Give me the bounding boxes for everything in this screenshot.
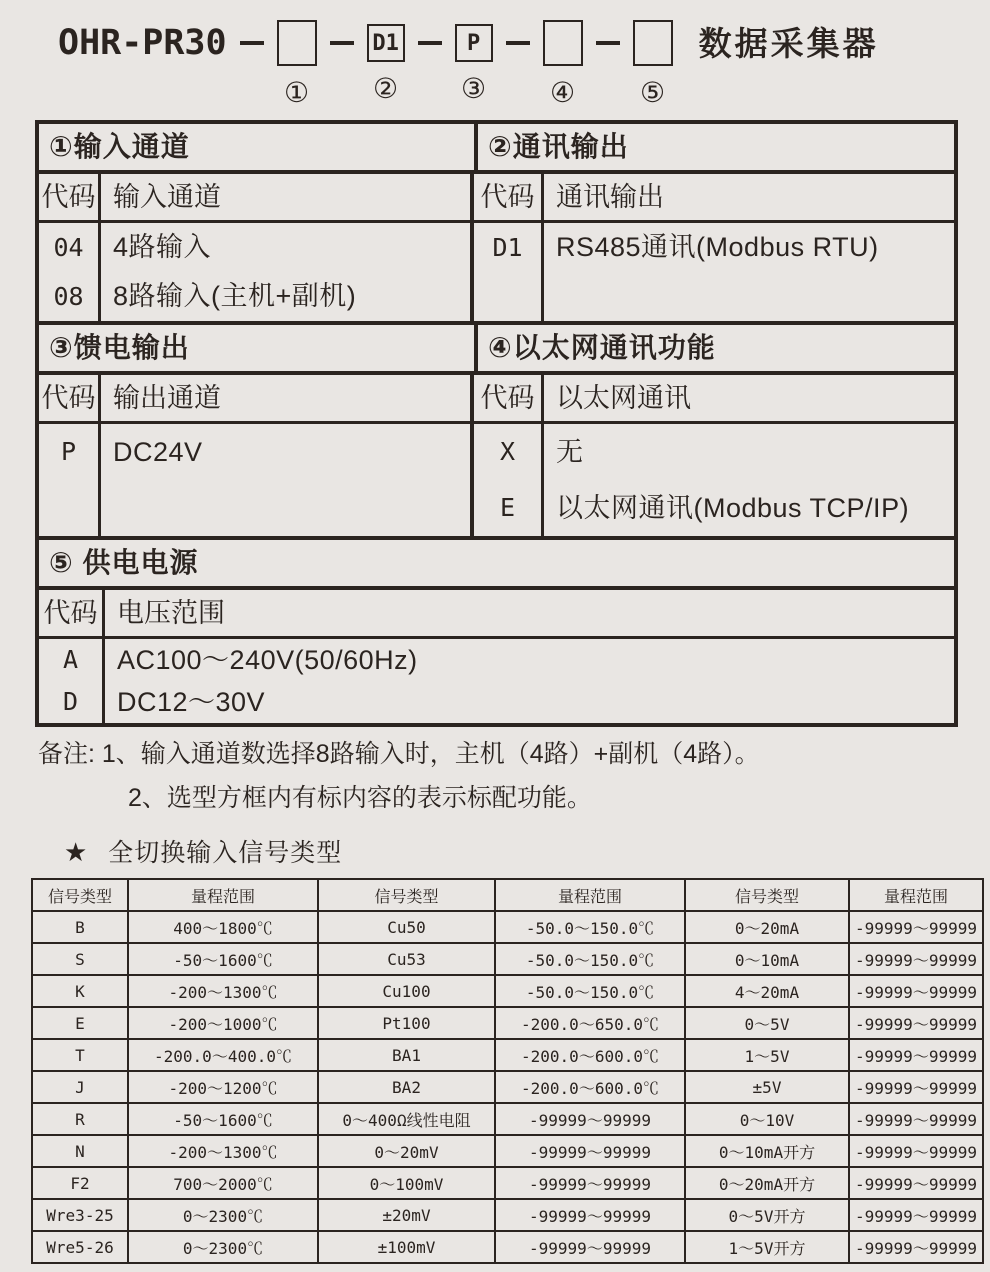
table-cell: ±100mV <box>318 1231 495 1263</box>
header-row <box>39 375 954 424</box>
desc-value: RS485通讯(Modbus RTU) <box>556 232 879 262</box>
signal-section-title: 全切换输入信号类型 <box>108 839 343 867</box>
header-row <box>39 174 954 223</box>
code-column <box>39 223 101 321</box>
table-row <box>32 943 983 975</box>
header-row <box>39 590 954 639</box>
option-box-2: D1 <box>367 24 405 62</box>
table-cell: 4～20mA <box>685 975 849 1007</box>
table-cell: BA1 <box>318 1039 495 1071</box>
option-box-3: P <box>455 24 493 62</box>
table-cell: 0～5V <box>685 1007 849 1039</box>
table-cell: -200.0～400.0℃ <box>128 1039 318 1071</box>
desc-column <box>101 223 474 321</box>
table-cell: ±20mV <box>318 1199 495 1231</box>
table-header-cell: 信号类型 <box>685 879 849 911</box>
code-column <box>39 424 101 536</box>
note-text-1: 1、输入通道数选择8路输入时，主机（4路）+副机（4路）。 <box>101 740 760 768</box>
desc-header: 输出通道 <box>101 375 474 421</box>
table-cell: -99999～99999 <box>849 1103 983 1135</box>
signal-section-heading <box>64 837 990 868</box>
table-cell: -99999～99999 <box>849 1135 983 1167</box>
desc-column <box>105 639 954 723</box>
table-header-cell: 量程范围 <box>849 879 983 911</box>
code-value: D <box>62 687 79 716</box>
table-header-cell: 量程范围 <box>495 879 685 911</box>
table-header-cell: 信号类型 <box>32 879 128 911</box>
table-row <box>32 1071 983 1103</box>
circle-number-4: ④ <box>550 76 576 109</box>
model-number: OHR-PR30 <box>58 23 227 63</box>
desc-header: 通讯输出 <box>556 182 664 212</box>
table-cell: R <box>32 1103 128 1135</box>
option-box-4 <box>543 20 583 66</box>
table-cell: -99999～99999 <box>849 975 983 1007</box>
option-box-group-5 <box>633 20 673 108</box>
table-cell: Pt100 <box>318 1007 495 1039</box>
option-box-group-2 <box>367 20 405 104</box>
body-row <box>39 424 954 536</box>
table-cell: -200.0～600.0℃ <box>495 1071 685 1103</box>
table-cell: 0～400Ω线性电阻 <box>318 1103 495 1135</box>
dash-separator <box>240 41 264 45</box>
table-cell: -99999～99999 <box>495 1103 685 1135</box>
star-icon: ★ <box>64 837 89 867</box>
desc-value: 以太网通讯(Modbus TCP/IP) <box>556 493 910 523</box>
desc-header: 输入通道 <box>101 174 474 220</box>
table-cell: S <box>32 943 128 975</box>
circle-number-1: ① <box>284 76 310 109</box>
desc-header: 以太网通讯 <box>556 383 691 413</box>
table-cell: -200～1200℃ <box>128 1071 318 1103</box>
table-cell: 700～2000℃ <box>128 1167 318 1199</box>
code-value: D1 <box>492 233 523 262</box>
model-code-line <box>58 20 990 108</box>
table-cell: K <box>32 975 128 1007</box>
table-cell: Cu100 <box>318 975 495 1007</box>
table-cell: 0～100mV <box>318 1167 495 1199</box>
table-cell: -50.0～150.0℃ <box>495 943 685 975</box>
table-cell: -99999～99999 <box>849 1039 983 1071</box>
table-cell: -99999～99999 <box>495 1135 685 1167</box>
signal-table <box>31 878 984 1264</box>
code-value: 04 <box>53 233 84 262</box>
body-row <box>39 639 954 723</box>
code-value: 08 <box>53 282 84 311</box>
table-cell: -99999～99999 <box>495 1199 685 1231</box>
table-row <box>32 1135 983 1167</box>
table-title-ethernet: ④以太网通讯功能 <box>488 332 716 363</box>
table-title-feed-output: ③馈电输出 <box>39 325 478 371</box>
table-cell: 0～20mV <box>318 1135 495 1167</box>
table-row <box>32 1231 983 1263</box>
code-header: 代码 <box>39 590 105 636</box>
table-cell: Wre3-25 <box>32 1199 128 1231</box>
table-cell: E <box>32 1007 128 1039</box>
note-line-1 <box>38 737 990 771</box>
desc-column <box>101 424 474 536</box>
table-cell: -99999～99999 <box>849 1071 983 1103</box>
body-row <box>39 223 954 321</box>
table-cell: 0～2300℃ <box>128 1231 318 1263</box>
table-cell: -200～1300℃ <box>128 1135 318 1167</box>
option-box-5 <box>633 20 673 66</box>
model-code-header <box>0 0 990 108</box>
note-line-2 <box>38 781 990 815</box>
table-cell: -99999～99999 <box>849 1007 983 1039</box>
table-cell: Wre5-26 <box>32 1231 128 1263</box>
table-cell: -50.0～150.0℃ <box>495 911 685 943</box>
code-value: E <box>499 493 516 522</box>
table-cell: -200～1300℃ <box>128 975 318 1007</box>
table-cell: 1～5V <box>685 1039 849 1071</box>
desc-column <box>544 223 954 321</box>
desc-value: 8路输入(主机+副机) <box>113 281 357 311</box>
table-cell: BA2 <box>318 1071 495 1103</box>
table-cell: 0～20mA开方 <box>685 1167 849 1199</box>
table-row <box>32 911 983 943</box>
code-header: 代码 <box>474 174 544 220</box>
table-cell: -99999～99999 <box>849 911 983 943</box>
signal-table-head <box>32 879 983 911</box>
dash-separator <box>330 41 354 45</box>
code-column <box>474 223 544 321</box>
desc-column <box>544 424 954 536</box>
code-value: X <box>499 437 516 466</box>
table-row <box>32 1103 983 1135</box>
dash-separator <box>596 41 620 45</box>
table-cell: -50～1600℃ <box>128 943 318 975</box>
desc-value: DC24V <box>113 437 203 467</box>
notes <box>38 737 990 815</box>
table-cell: -99999～99999 <box>849 1167 983 1199</box>
desc-header: 电压范围 <box>117 598 225 628</box>
table-cell: 0～10mA <box>685 943 849 975</box>
section-title-row <box>39 325 954 375</box>
section-feed-and-ethernet <box>39 321 954 536</box>
option-box-group-4 <box>543 20 583 108</box>
option-box-group-1 <box>277 20 317 108</box>
circle-number-3: ③ <box>461 72 487 105</box>
table-cell: F2 <box>32 1167 128 1199</box>
code-header: 代码 <box>474 375 544 421</box>
desc-value: 4路输入 <box>113 232 212 262</box>
table-title-input-channel: ①输入通道 <box>39 124 478 170</box>
table-cell: B <box>32 911 128 943</box>
table-cell: -200.0～650.0℃ <box>495 1007 685 1039</box>
circle-number-2: ② <box>373 72 399 105</box>
table-cell: 0～10mA开方 <box>685 1135 849 1167</box>
table-cell: -99999～99999 <box>849 943 983 975</box>
code-value: P <box>60 437 77 466</box>
table-cell: -200.0～600.0℃ <box>495 1039 685 1071</box>
table-cell: -99999～99999 <box>495 1167 685 1199</box>
table-row <box>32 1007 983 1039</box>
desc-value: DC12～30V <box>117 687 266 717</box>
selection-tables-block <box>35 120 958 727</box>
table-row <box>32 1167 983 1199</box>
table-cell: ±5V <box>685 1071 849 1103</box>
code-header: 代码 <box>39 375 101 421</box>
table-cell: T <box>32 1039 128 1071</box>
code-column <box>39 639 105 723</box>
table-title-comm-output: ②通讯输出 <box>488 131 629 162</box>
table-title-power-supply: ⑤ 供电电源 <box>39 540 954 590</box>
option-box-1 <box>277 20 317 66</box>
table-cell: Cu50 <box>318 911 495 943</box>
dash-separator <box>418 41 442 45</box>
table-cell: 400～1800℃ <box>128 911 318 943</box>
circle-number-5: ⑤ <box>640 76 666 109</box>
code-value: A <box>62 645 79 674</box>
table-cell: 0～2300℃ <box>128 1199 318 1231</box>
table-header-cell: 量程范围 <box>128 879 318 911</box>
code-column <box>474 424 544 536</box>
table-cell: -200～1000℃ <box>128 1007 318 1039</box>
table-row <box>32 975 983 1007</box>
table-cell: 0～20mA <box>685 911 849 943</box>
table-row <box>32 1039 983 1071</box>
dash-separator <box>506 41 530 45</box>
table-header-row <box>32 879 983 911</box>
table-cell: 0～5V开方 <box>685 1199 849 1231</box>
desc-value: 无 <box>556 437 584 467</box>
note-text-2: 2、选型方框内有标内容的表示标配功能。 <box>128 784 592 812</box>
table-cell: -99999～99999 <box>495 1231 685 1263</box>
notes-label: 备注: <box>38 740 95 768</box>
desc-value: AC100～240V(50/60Hz) <box>117 645 418 675</box>
table-cell: 1～5V开方 <box>685 1231 849 1263</box>
table-cell: -50.0～150.0℃ <box>495 975 685 1007</box>
signal-table-body <box>32 911 983 1263</box>
product-name: 数据采集器 <box>698 25 879 62</box>
table-row <box>32 1199 983 1231</box>
table-header-cell: 信号类型 <box>318 879 495 911</box>
table-cell: -99999～99999 <box>849 1199 983 1231</box>
table-cell: N <box>32 1135 128 1167</box>
section-title-row <box>39 124 954 174</box>
section-input-and-comm <box>39 124 954 321</box>
code-header: 代码 <box>39 174 101 220</box>
table-cell: J <box>32 1071 128 1103</box>
section-power-supply <box>39 536 954 723</box>
table-cell: 0～10V <box>685 1103 849 1135</box>
table-cell: -99999～99999 <box>849 1231 983 1263</box>
table-cell: -50～1600℃ <box>128 1103 318 1135</box>
option-box-group-3 <box>455 20 493 104</box>
table-cell: Cu53 <box>318 943 495 975</box>
